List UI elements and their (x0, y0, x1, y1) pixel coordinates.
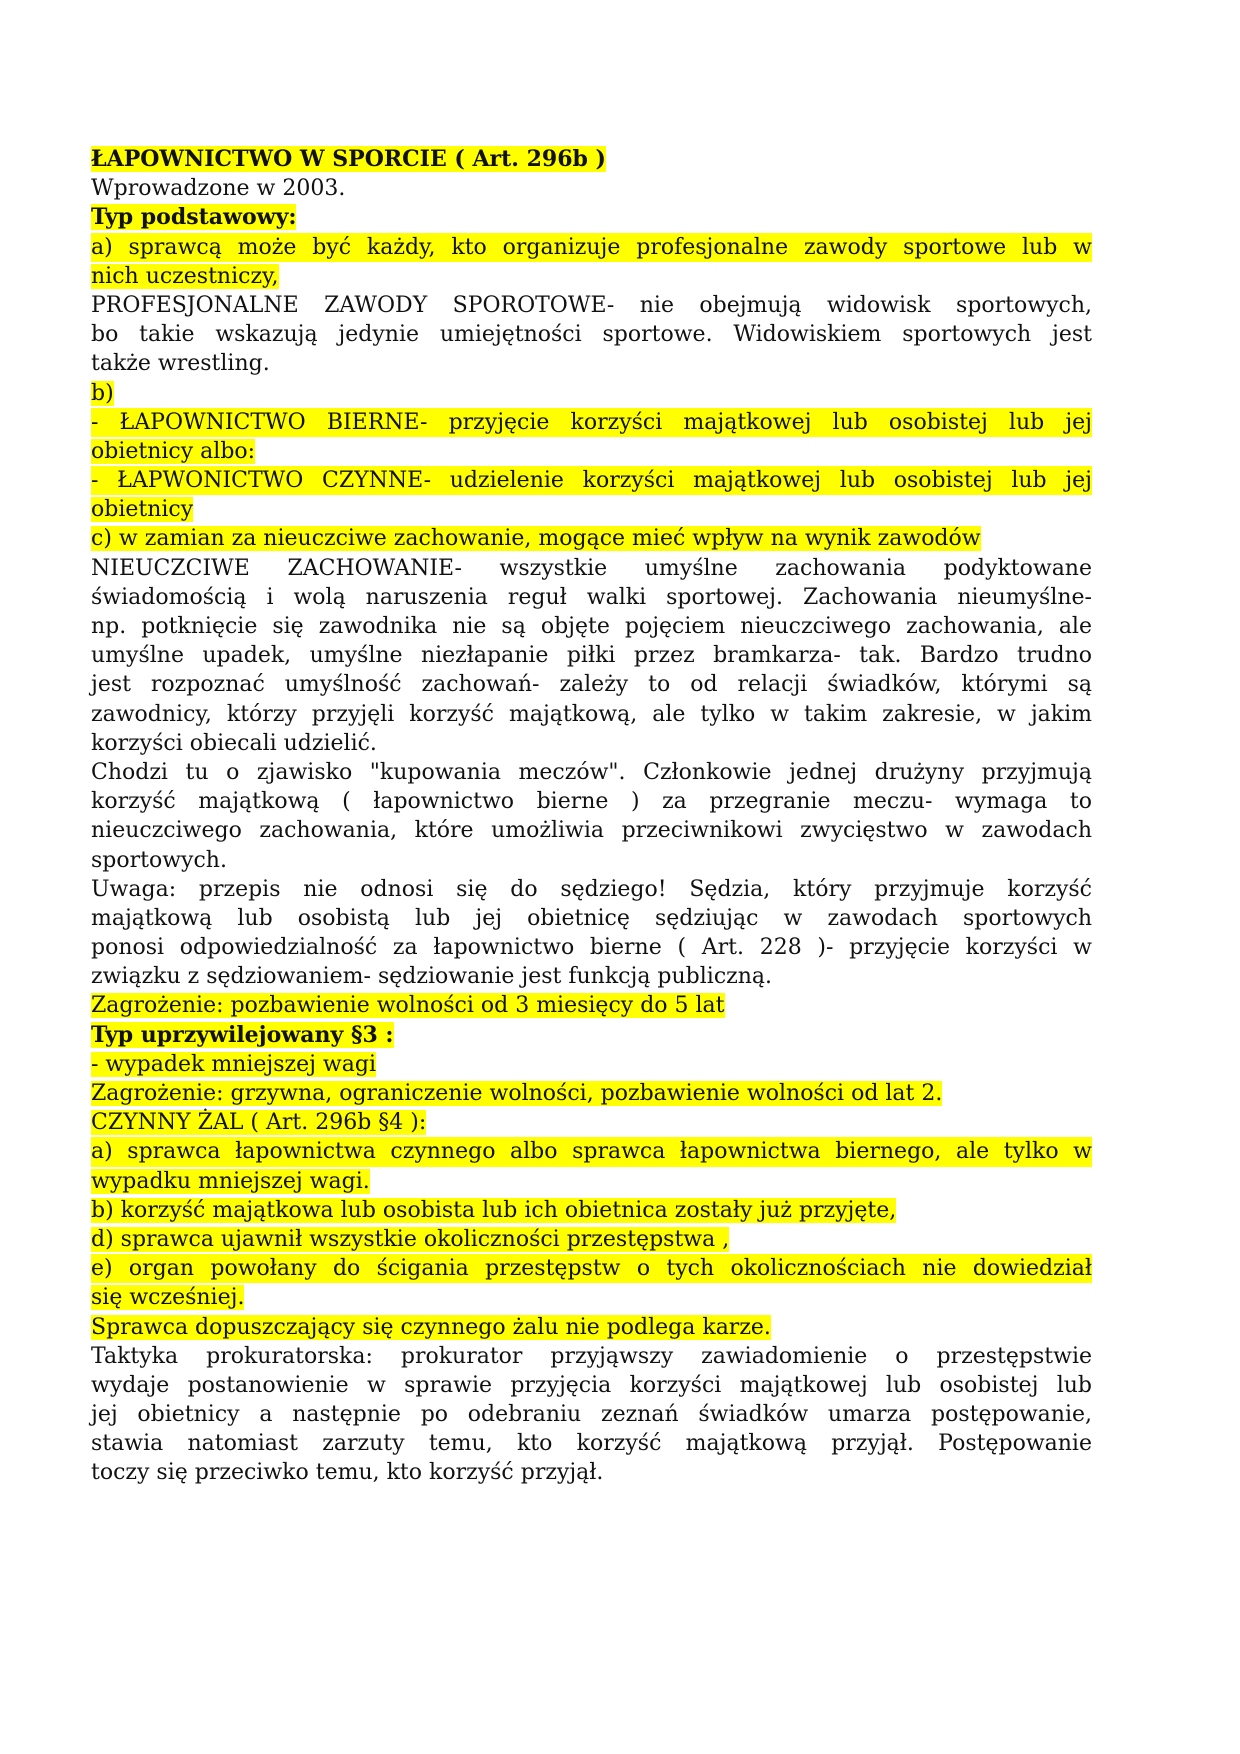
line-text: wydaje postanowienie w sprawie przyjęcia korzyści majątkowej lub osobistej lub (91, 1372, 1092, 1398)
text-line (91, 1167, 1092, 1196)
line-text: e) organ powołany do ścigania przestępstw o tych okolicznościach nie dowiedział (91, 1256, 1092, 1282)
line-text: jest rozpoznać umyślność zachowań- zależy to od relacji świadków, którymi są (91, 672, 1092, 698)
line-text: majątkową lub osobistą lub jej obietnicę sędziując w zawodach sportowych (91, 905, 1092, 931)
text-line (91, 1021, 1092, 1050)
text-line (91, 904, 1092, 933)
text-line (91, 524, 1092, 553)
text-line (91, 466, 1092, 495)
line-text: np. potknięcie się zawodnika nie są objęte pojęciem nieuczciwego zachowania, ale (91, 614, 1092, 639)
text-line (91, 670, 1092, 699)
text-line (91, 875, 1092, 904)
line-text: Taktyka prokuratorska: prokurator przyjąwszy zawiadomienie o przestępstwie (91, 1343, 1092, 1369)
line-text: Wprowadzone w 2003. (91, 176, 346, 202)
line-text: się wcześniej. (91, 1285, 245, 1311)
text-line (91, 729, 1092, 758)
line-text: związku z sędziowaniem- sędziowanie jest funkcją publiczną. (91, 964, 773, 990)
line-text: Zagrożenie: pozbawienie wolności od 3 miesięcy do 5 lat (91, 993, 725, 1019)
line-text: stawia natomiast zarzuty temu, kto korzyść majątkową przyjął. Postępowanie (91, 1431, 1092, 1457)
text-line (91, 1371, 1092, 1400)
line-text: nieuczciwego zachowania, które umożliwia przeciwnikowi zwycięstwo w zawodach (91, 818, 1092, 844)
text-line (91, 816, 1092, 845)
text-line (91, 203, 1092, 232)
line-text: Uwaga: przepis nie odnosi się do sędziego! Sędzia, który przyjmuje korzyść (91, 876, 1092, 902)
line-text: ponosi odpowiedzialność za łapownictwo bierne ( Art. 228 )- przyjęcie korzyści w (91, 935, 1092, 961)
text-line (91, 1225, 1092, 1254)
line-text: d) sprawca ujawnił wszystkie okoliczności przestępstwa , (91, 1226, 730, 1252)
line-text: zawodnicy, którzy przyjęli korzyść majątkową, ale tylko w takim zakresie, w jakim (91, 701, 1092, 727)
line-text: Chodzi tu o zjawisko "kupowania meczów". Członkowie jednej drużyny przyjmują (91, 759, 1092, 785)
text-line (91, 758, 1092, 787)
line-text: umyślne upadek, umyślne niezłapanie piłki przez bramkarza- tak. Bardzo trudno (91, 643, 1092, 669)
document-page (91, 145, 1092, 1488)
text-line (91, 1400, 1092, 1429)
text-line (91, 262, 1092, 291)
line-text: korzyści obiecali udzielić. (91, 730, 377, 756)
heading-text: Typ podstawowy: (91, 204, 297, 231)
heading-text: ŁAPOWNICTWO W SPORCIE ( Art. 296b ) (91, 146, 606, 172)
text-line (91, 145, 1092, 174)
line-text: c) w zamian za nieuczciwe zachowanie, mogące mieć wpływ na wynik zawodów (91, 526, 981, 552)
heading-text: Typ uprzywilejowany §3 : (91, 1021, 394, 1048)
line-text: świadomością i wolą naruszenia reguł walki sportowej. Zachowania nieumyślne- (91, 584, 1092, 610)
text-line (91, 174, 1092, 203)
text-line (91, 233, 1092, 262)
line-text: a) sprawca łapownictwa czynnego albo sprawca łapownictwa biernego, ale tylko w (91, 1139, 1092, 1165)
text-line (91, 1108, 1092, 1137)
text-line (91, 612, 1092, 641)
line-text: korzyść majątkową ( łapownictwo bierne ) za przegranie meczu- wymaga to (91, 789, 1092, 815)
line-text: - ŁAPWONICTWO CZYNNE- udzielenie korzyści majątkowej lub osobistej lub jej (91, 468, 1092, 494)
text-line (91, 349, 1092, 378)
line-text: jej obietnicy a następnie po odebraniu zeznań świadków umarza postępowanie, (91, 1402, 1092, 1428)
line-text: a) sprawcą może być każdy, kto organizuje profesjonalne zawody sportowe lub w (91, 234, 1092, 260)
text-line (91, 1079, 1092, 1108)
text-line (91, 787, 1092, 816)
text-line (91, 991, 1092, 1020)
line-text: bo takie wskazują jedynie umiejętności sportowe. Widowiskiem sportowych jest (91, 322, 1092, 348)
line-text: toczy się przeciwko temu, kto korzyść przyjął. (91, 1460, 604, 1486)
line-text: PROFESJONALNE ZAWODY SPOROTOWE- nie obejmują widowisk sportowych, (91, 292, 1092, 318)
line-text: Zagrożenie: grzywna, ograniczenie wolności, pozbawienie wolności od lat 2. (91, 1081, 943, 1106)
text-line (91, 495, 1092, 524)
line-text: - wypadek mniejszej wagi (91, 1051, 377, 1077)
text-line (91, 1283, 1092, 1312)
text-line (91, 1429, 1092, 1458)
line-text: sportowych. (91, 847, 227, 873)
text-line (91, 554, 1092, 583)
text-line (91, 700, 1092, 729)
text-line (91, 933, 1092, 962)
line-text: CZYNNY ŻAL ( Art. 296b §4 ): (91, 1110, 427, 1136)
line-text: NIEUCZCIWE ZACHOWANIE- wszystkie umyślne zachowania podyktowane (91, 555, 1092, 581)
line-text: obietnicy albo: (91, 438, 256, 464)
line-text: - ŁAPOWNICTWO BIERNE- przyjęcie korzyści majątkowej lub osobistej lub jej (91, 409, 1092, 435)
text-line (91, 379, 1092, 408)
text-line (91, 408, 1092, 437)
text-line (91, 320, 1092, 349)
line-text: nich uczestniczy, (91, 263, 279, 289)
text-line (91, 1342, 1092, 1371)
text-line (91, 846, 1092, 875)
text-line (91, 1254, 1092, 1283)
line-text: także wrestling. (91, 351, 270, 377)
text-line (91, 437, 1092, 466)
text-line (91, 1137, 1092, 1166)
line-text: obietnicy (91, 497, 194, 523)
text-line (91, 1458, 1092, 1487)
text-line (91, 962, 1092, 991)
line-text: Sprawca dopuszczający się czynnego żalu nie podlega karze. (91, 1314, 771, 1340)
text-line (91, 1313, 1092, 1342)
text-line (91, 583, 1092, 612)
text-line (91, 1050, 1092, 1079)
line-text: wypadku mniejszej wagi. (91, 1168, 370, 1194)
text-line (91, 641, 1092, 670)
line-text: b) (91, 380, 114, 406)
line-text: b) korzyść majątkowa lub osobista lub ich obietnica zostały już przyjęte, (91, 1197, 897, 1223)
text-line (91, 1196, 1092, 1225)
text-line (91, 291, 1092, 320)
